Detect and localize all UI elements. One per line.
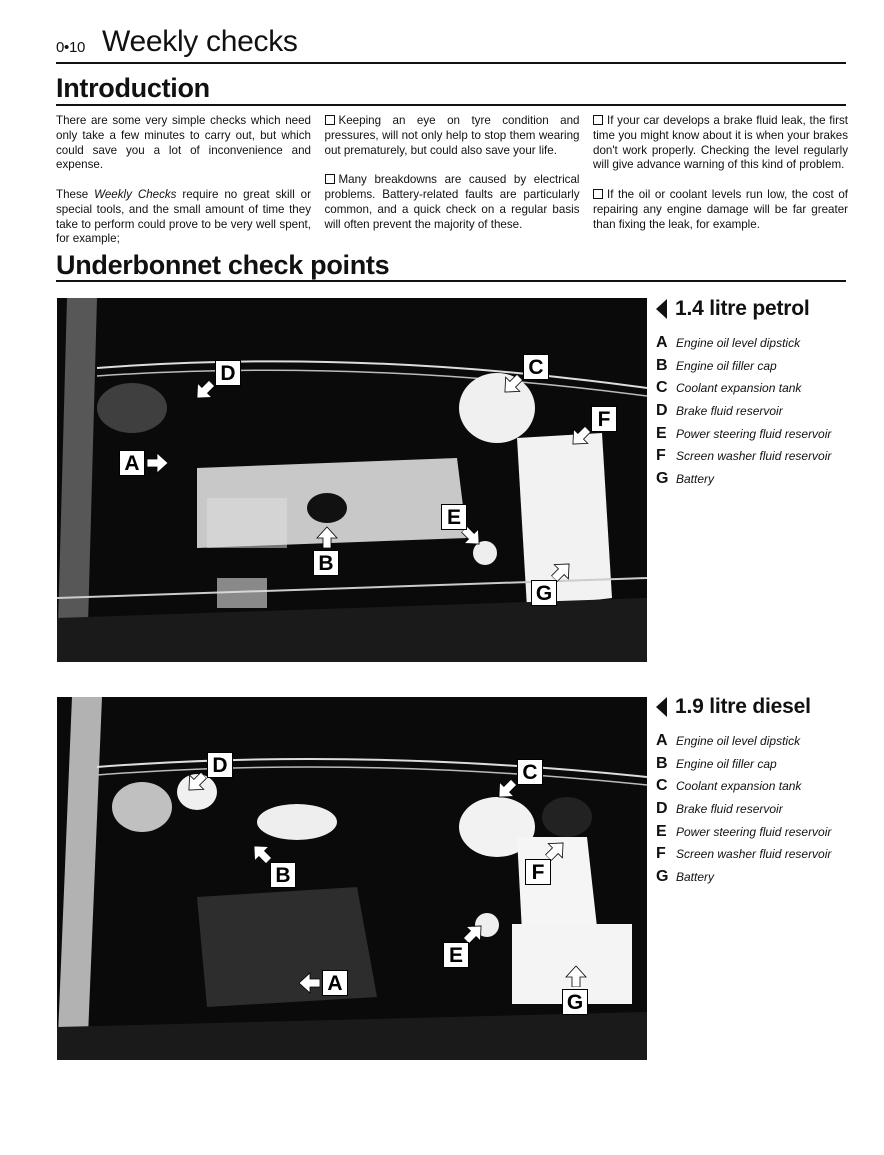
legend-letter: B: [656, 754, 668, 772]
legend-item: [656, 820, 876, 843]
legend-item: [656, 468, 876, 491]
legend-item: [656, 355, 876, 378]
intro-column-1: [56, 114, 311, 262]
legend-label: Brake fluid reservoir: [676, 404, 783, 419]
legend-list: [656, 730, 876, 888]
checkbox-icon: [593, 189, 603, 199]
callout-label-c: C: [523, 354, 549, 380]
checkbox-icon: [325, 115, 335, 125]
intro-paragraph: [593, 188, 848, 232]
legend-title: [656, 294, 876, 324]
legend-letter: B: [656, 356, 668, 374]
legend-item: [656, 377, 876, 400]
legend-label: Screen washer fluid reservoir: [676, 847, 832, 862]
legend-letter: A: [656, 334, 668, 352]
intro-column-2: [325, 114, 580, 262]
legend-letter: D: [656, 402, 668, 420]
legend-letter: F: [656, 845, 666, 863]
legend-title-text: 1.9 litre diesel: [675, 695, 811, 718]
pointer-left-icon: [656, 299, 667, 319]
intro-paragraph: [56, 114, 311, 173]
callout-label-b: B: [313, 550, 339, 576]
legend-diesel: [656, 692, 876, 888]
legend-item: [656, 753, 876, 776]
legend-item: [656, 730, 876, 753]
legend-title-text: 1.4 litre petrol: [675, 297, 810, 320]
legend-label: Engine oil filler cap: [676, 756, 777, 771]
paragraph-text: These: [56, 187, 95, 201]
pointer-left-icon: [656, 697, 667, 717]
legend-label: Screen washer fluid reservoir: [676, 449, 832, 464]
legend-label: Coolant expansion tank: [676, 779, 802, 794]
paragraph-text: If your car develops a brake fluid leak, the first time you might know about it is when your brakes don't work properly. Checking the level regularly will give advance warning of this kind of problem.: [593, 114, 848, 172]
legend-item: [656, 422, 876, 445]
callout-label-c: C: [517, 759, 543, 785]
callout-arrow-icon: [298, 972, 320, 994]
page-number: 0•10: [56, 39, 86, 56]
legend-item: [656, 332, 876, 355]
legend-item: [656, 798, 876, 821]
underbonnet-heading: Underbonnet check points: [56, 248, 846, 282]
callout-label-e: E: [443, 942, 469, 968]
legend-letter: E: [656, 822, 667, 840]
checkbox-icon: [593, 115, 603, 125]
legend-label: Coolant expansion tank: [676, 381, 802, 396]
intro-paragraph: [325, 173, 580, 232]
legend-letter: E: [656, 424, 667, 442]
intro-paragraph: [593, 114, 848, 173]
callout-label-d: D: [207, 752, 233, 778]
legend-letter: F: [656, 447, 666, 465]
engine-photo-petrol: [57, 298, 647, 662]
page-title: Weekly checks: [102, 25, 298, 58]
intro-column-3: [593, 114, 848, 262]
engine-photo-diesel: [57, 697, 647, 1060]
callout-label-e: E: [441, 504, 467, 530]
callout-label-g: G: [562, 989, 588, 1015]
engine-bay-image: [57, 298, 647, 662]
engine-bay-image: [57, 697, 647, 1060]
legend-label: Engine oil level dipstick: [676, 336, 801, 351]
legend-item: [656, 866, 876, 889]
callout-label-f: F: [591, 406, 617, 432]
legend-item: [656, 400, 876, 423]
legend-label: Power steering fluid reservoir: [676, 426, 832, 441]
callout-arrow-icon: [565, 965, 587, 987]
paragraph-text: require no great skill or special tools, and the small amount of time they take to perform could prove to be very well spent, for example;: [56, 187, 311, 246]
intro-paragraph: [325, 114, 580, 158]
legend-label: Power steering fluid reservoir: [676, 824, 832, 839]
callout-label-b: B: [270, 862, 296, 888]
paragraph-text: Keeping an eye on tyre condition and pressures, will not only help to stop them wearing out prematurely, but could also save your life.: [324, 114, 580, 157]
page-header: [56, 24, 846, 64]
legend-petrol: [656, 294, 876, 490]
legend-letter: D: [656, 800, 668, 818]
legend-label: Battery: [676, 471, 715, 486]
paragraph-text: If the oil or coolant levels run low, the cost of repairing any engine damage will be far greater than fixing the leak, for example.: [593, 187, 848, 231]
checkbox-icon: [325, 174, 335, 184]
intro-paragraph: [56, 188, 311, 247]
legend-letter: C: [656, 777, 668, 795]
paragraph-text: Many breakdowns are caused by electrical problems. Battery-related faults are particularly common, and a quick check on a regular basis will often prevent the majority of these.: [324, 173, 580, 231]
introduction-columns: [56, 114, 848, 262]
legend-letter: C: [656, 379, 668, 397]
callout-label-a: A: [322, 970, 348, 996]
callout-label-f: F: [525, 859, 551, 885]
legend-label: Battery: [676, 869, 715, 884]
callout-arrow-icon: [147, 452, 169, 474]
legend-item: [656, 445, 876, 468]
introduction-heading: Introduction: [56, 70, 846, 106]
emphasis-text: Weekly Checks: [94, 187, 177, 201]
legend-item: [656, 775, 876, 798]
callout-arrow-icon: [316, 526, 338, 548]
legend-item: [656, 843, 876, 866]
callout-label-a: A: [119, 450, 145, 476]
legend-title: [656, 692, 876, 722]
legend-letter: G: [656, 867, 669, 885]
legend-list: [656, 332, 876, 490]
legend-letter: G: [656, 469, 669, 487]
legend-label: Brake fluid reservoir: [676, 802, 783, 817]
legend-letter: A: [656, 732, 668, 750]
paragraph-text: There are some very simple checks which need only take a few minutes to carry out, but which could save you a lot of inconvenience and expense.: [56, 114, 311, 172]
callout-label-g: G: [531, 580, 557, 606]
legend-label: Engine oil level dipstick: [676, 734, 801, 749]
callout-label-d: D: [215, 360, 241, 386]
legend-label: Engine oil filler cap: [676, 358, 777, 373]
